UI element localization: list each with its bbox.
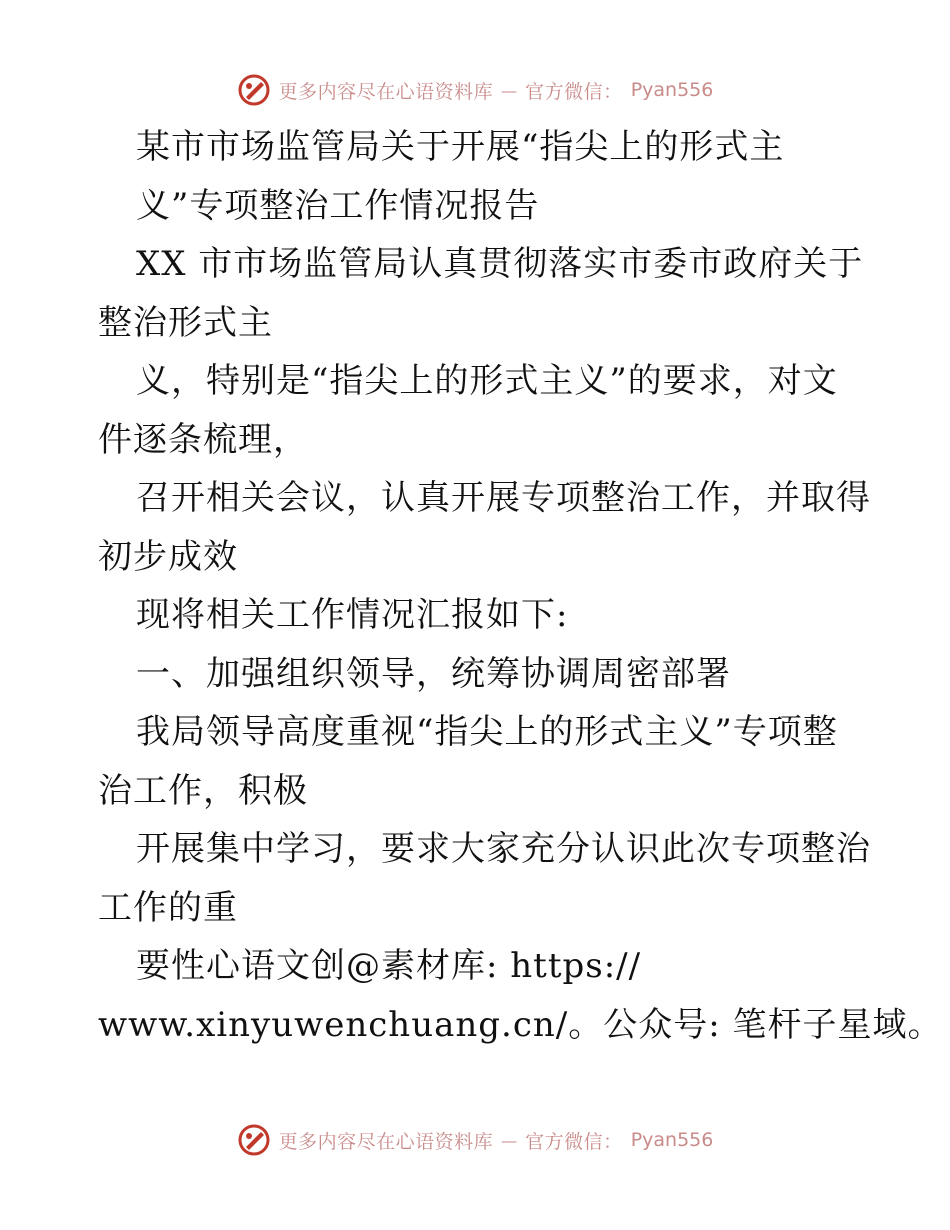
doc-text-line: 义，特别是“指尖上的形式主义”的要求，对文 bbox=[136, 361, 838, 401]
banner-separator: — bbox=[501, 1130, 518, 1150]
doc-text-line: 召开相关会议，认真开展专项整治工作，并取得 bbox=[136, 478, 871, 518]
banner-wechat-label: 官方微信： bbox=[525, 80, 623, 103]
banner-wechat-id: Pyan556 bbox=[630, 1129, 714, 1151]
doc-text-line: 工作的重 bbox=[98, 887, 238, 928]
footer-watermark-banner bbox=[0, 1120, 950, 1160]
doc-section-heading: 一、加强组织领导，统筹协调周密部署 bbox=[136, 653, 731, 694]
header-watermark-banner bbox=[0, 70, 950, 110]
banner-text: 更多内容尽在心语资料库 bbox=[278, 80, 494, 103]
doc-text-line: www.xinyuwenchuang.cn/。公众号: 笔杆子星域。 bbox=[98, 1004, 943, 1045]
doc-text-line: 件逐条梳理， bbox=[98, 419, 308, 460]
doc-text-line: 要性心语文创@素材库: https:// bbox=[136, 946, 642, 986]
doc-text-line: 开展集中学习，要求大家充分认识此次专项整治 bbox=[136, 829, 871, 869]
banner-wechat-label: 官方微信： bbox=[525, 1130, 623, 1153]
banner-separator: — bbox=[501, 80, 518, 100]
doc-text-line: 现将相关工作情况汇报如下: bbox=[136, 595, 569, 635]
document-body bbox=[98, 118, 943, 1054]
doc-text-line: 我局领导高度重视“指尖上的形式主义”专项整 bbox=[136, 712, 838, 752]
banner-text: 更多内容尽在心语资料库 bbox=[278, 1130, 494, 1153]
doc-title-line-2: 义”专项整治工作情况报告 bbox=[136, 185, 540, 226]
doc-text-line: 初步成效 bbox=[98, 536, 238, 577]
doc-text-line: XX 市市场监管局认真贯彻落实市委市政府关于 bbox=[136, 244, 864, 284]
doc-title-line-1: 某市市场监管局关于开展“指尖上的形式主 bbox=[136, 127, 785, 167]
brand-logo-icon bbox=[237, 73, 271, 107]
brand-logo-icon bbox=[237, 1123, 271, 1157]
doc-text-line: 整治形式主 bbox=[98, 302, 273, 343]
banner-wechat-id: Pyan556 bbox=[630, 79, 714, 101]
doc-text-line: 治工作，积极 bbox=[98, 770, 308, 811]
